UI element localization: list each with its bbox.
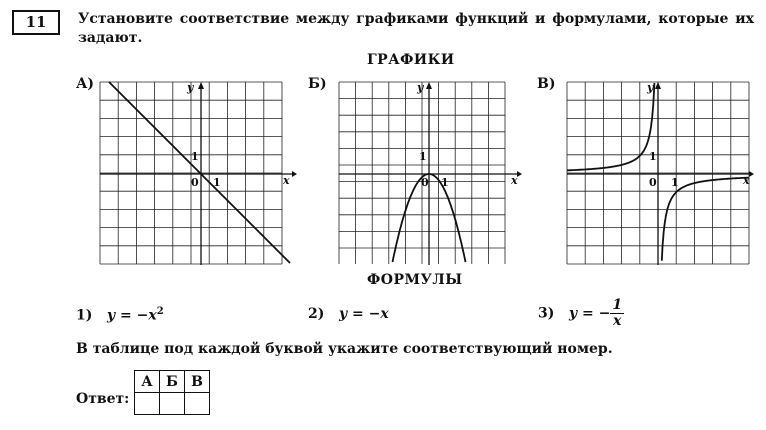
x-tick-label: 1 xyxy=(213,176,221,189)
y-axis-label: y xyxy=(187,81,194,94)
formula-2 xyxy=(308,306,389,322)
x-axis-label: x xyxy=(511,174,518,187)
formula-3-fraction xyxy=(610,298,624,329)
fraction-numerator: 1 xyxy=(612,297,623,313)
graph-a-grid xyxy=(100,82,282,264)
graph-b xyxy=(339,82,524,272)
graph-b-grid xyxy=(339,82,505,264)
answer-header-a: А xyxy=(135,371,160,393)
task-text: Установите соответствие между графиками функций и формулами, которые их задают. xyxy=(78,11,754,46)
formula-1 xyxy=(76,306,164,324)
y-axis-label: y xyxy=(417,81,424,94)
graph-c-hyperbola-left xyxy=(567,83,654,170)
graph-c xyxy=(567,82,757,272)
formula-1-num: 1) xyxy=(76,307,93,324)
graph-a-label: А) xyxy=(76,76,95,92)
formula-2-num: 2) xyxy=(308,306,325,322)
answer-cell-a[interactable] xyxy=(135,393,160,415)
x-axis-label: x xyxy=(743,174,750,187)
x-tick-label: 1 xyxy=(441,176,449,189)
answer-input-row xyxy=(135,393,210,415)
answer-header-c: В xyxy=(185,371,210,393)
answer-header-row xyxy=(135,371,210,393)
y-tick-label: 1 xyxy=(419,150,427,163)
formulas-heading: ФОРМУЛЫ xyxy=(367,272,463,288)
graph-c-hyperbola-right xyxy=(662,178,749,261)
formula-3-num: 3) xyxy=(538,305,555,322)
y-axis-arrow xyxy=(426,82,432,89)
task-number: 11 xyxy=(12,10,60,35)
x-axis-arrow xyxy=(292,171,297,177)
answer-header-b: Б xyxy=(160,371,185,393)
x-axis-arrow xyxy=(517,171,522,177)
y-axis-arrow xyxy=(655,82,661,89)
y-axis-arrow xyxy=(198,82,204,89)
formula-3-lhs: y = − xyxy=(569,305,611,322)
x-axis-label: x xyxy=(283,174,290,187)
answer-cell-b[interactable] xyxy=(160,393,185,415)
answer-label: Ответ: xyxy=(76,391,130,407)
origin-label: 0 xyxy=(421,176,429,189)
y-tick-label: 1 xyxy=(191,150,199,163)
answer-cell-c[interactable] xyxy=(185,393,210,415)
x-tick-label: 1 xyxy=(671,176,679,189)
y-axis-label: y xyxy=(647,81,654,94)
graph-c-label: В) xyxy=(537,76,556,92)
x-axis-arrow xyxy=(749,171,754,177)
graph-b-label: Б) xyxy=(308,76,327,92)
origin-label: 0 xyxy=(649,176,657,189)
formula-1-exp: 2 xyxy=(156,306,164,317)
y-tick-label: 1 xyxy=(649,150,657,163)
formula-3 xyxy=(538,298,624,329)
instruction-text: В таблице под каждой буквой укажите соответствующий номер. xyxy=(76,341,613,357)
graphs-heading: ГРАФИКИ xyxy=(367,52,455,68)
fraction-denominator: x xyxy=(613,313,622,329)
formula-1-lhs: y = −x xyxy=(107,307,157,324)
graph-a xyxy=(100,82,300,272)
origin-label: 0 xyxy=(191,176,199,189)
formula-2-lhs: y = −x xyxy=(339,306,389,322)
answer-table xyxy=(134,370,210,415)
